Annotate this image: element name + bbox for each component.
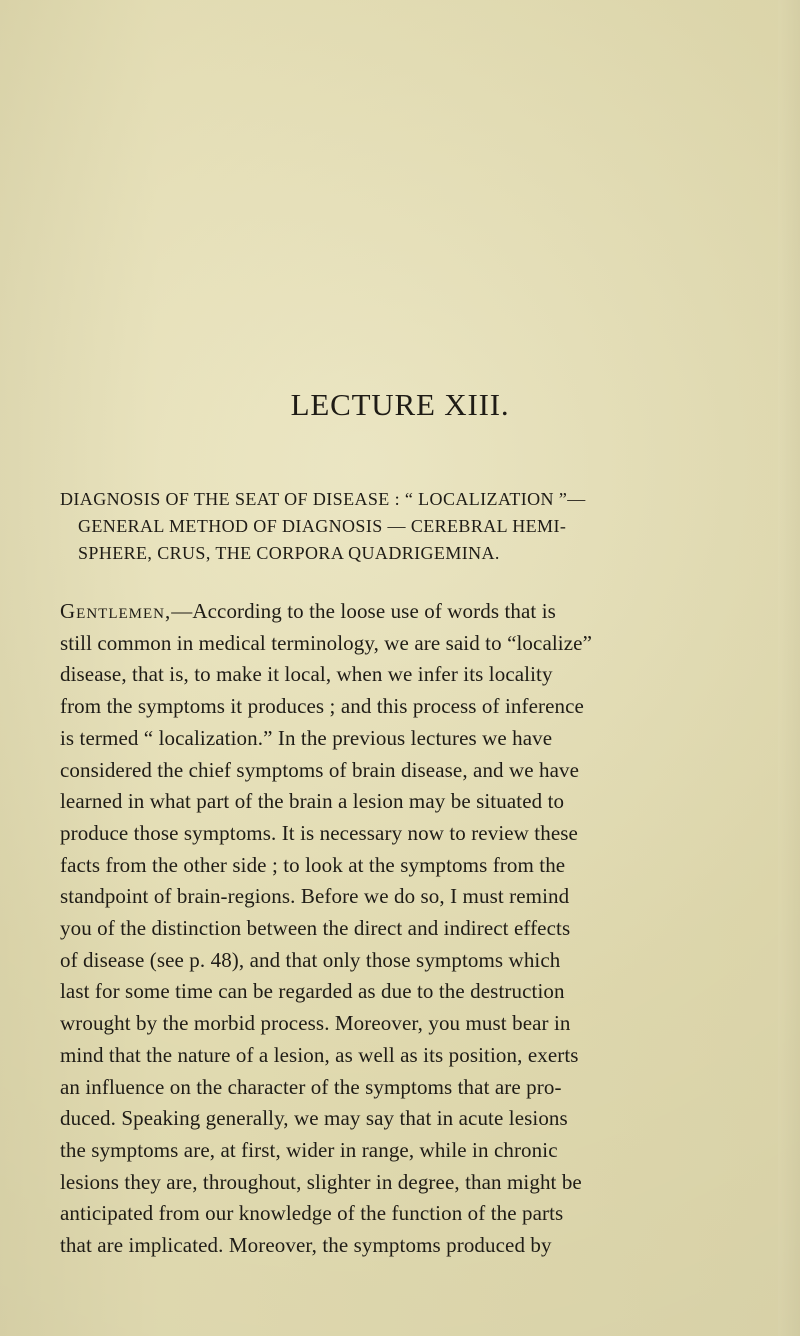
body-line-14: wrought by the morbid process. Moreover, you must bear in — [60, 1011, 571, 1036]
lecture-title: LECTURE XIII. — [290, 387, 510, 422]
summary-line-1: DIAGNOSIS OF THE SEAT OF DISEASE : “ LOCALIZATION ”— — [60, 489, 586, 509]
body-line-20: anticipated from our knowledge of the function of the parts — [60, 1201, 564, 1226]
body-line-5: is termed “ localization.” In the previous lectures we have — [60, 725, 553, 750]
body-line-13: last for some time can be regarded as due to the destruction — [60, 979, 565, 1004]
first-line-rest: —According to the loose use of words that is — [171, 599, 556, 623]
summary-line-2: GENERAL METHOD OF DIAGNOSIS — CEREBRAL HEMI- — [78, 516, 567, 536]
body-line-10: standpoint of brain-regions. Before we do so, I must remind — [60, 884, 570, 909]
body-line-21: that are implicated. Moreover, the symptoms produced by — [60, 1233, 552, 1258]
body-line-11: you of the distinction between the direct and indirect effects — [60, 916, 571, 941]
lecture-summary — [60, 486, 740, 567]
salutation: Gentlemen, — [60, 599, 172, 623]
body-line-15: mind that the nature of a lesion, as well as its position, exerts — [60, 1042, 579, 1067]
page-edge-shading — [778, 0, 800, 1336]
body-line-7: learned in what part of the brain a lesion may be situated to — [60, 789, 565, 814]
body-line-4: from the symptoms it produces ; and this process of inference — [60, 694, 584, 719]
body-line-17: duced. Speaking generally, we may say that in acute lesions — [60, 1106, 568, 1131]
body-line-19: lesions they are, throughout, slighter in degree, than might be — [60, 1169, 582, 1194]
lecture-body-text — [60, 596, 740, 1262]
body-line-3: disease, that is, to make it local, when we infer its locality — [60, 662, 553, 687]
summary-line-3: SPHERE, CRUS, THE CORPORA QUADRIGEMINA. — [78, 543, 500, 563]
body-line-1 — [60, 596, 740, 628]
body-line-9: facts from the other side ; to look at the symptoms from the — [60, 852, 566, 877]
body-line-12: of disease (see p. 48), and that only those symptoms which — [60, 947, 561, 972]
body-line-18: the symptoms are, at first, wider in range, while in chronic — [60, 1137, 558, 1162]
body-line-8: produce those symptoms. It is necessary now to review these — [60, 820, 578, 845]
body-line-2: still common in medical terminology, we are said to “localize” — [60, 630, 592, 655]
body-line-6: considered the chief symptoms of brain disease, and we have — [60, 757, 580, 782]
body-line-16: an influence on the character of the symptoms that are pro- — [60, 1074, 562, 1099]
